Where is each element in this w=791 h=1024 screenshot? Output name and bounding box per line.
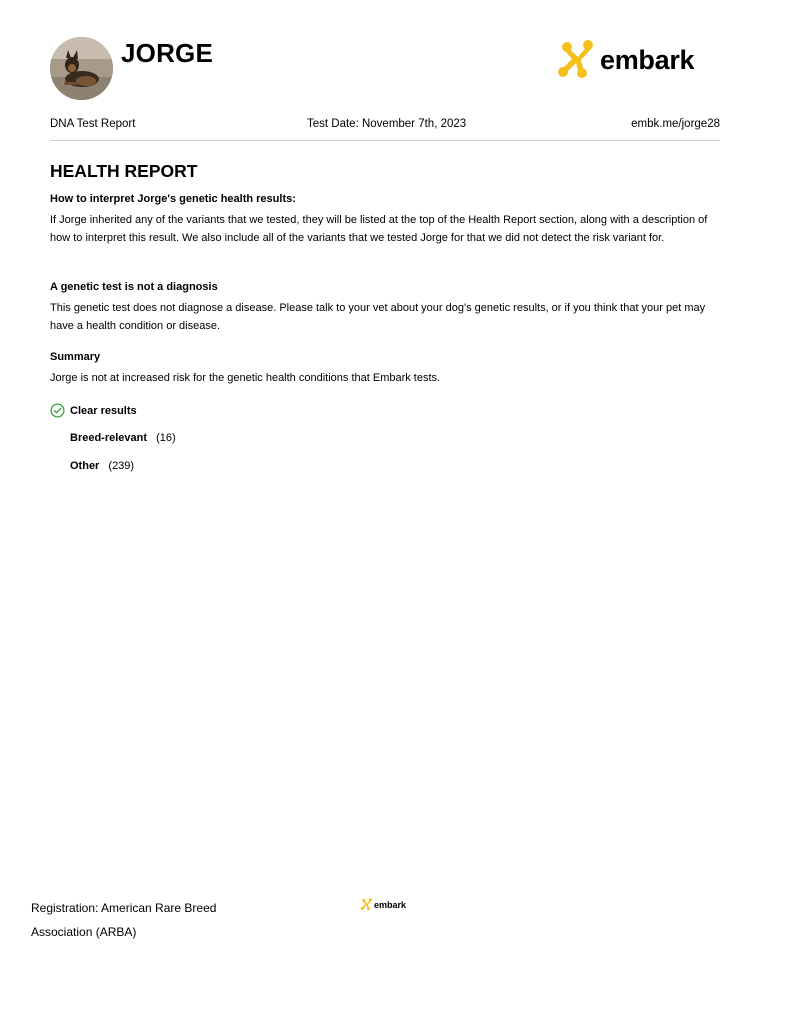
embark-wordmark: embark xyxy=(600,44,695,75)
dog-avatar xyxy=(50,37,113,100)
clear-results-label: Clear results xyxy=(70,404,137,417)
diagnosis-body: This genetic test does not diagnose a disease. Please talk to your vet about your dog's genetic results, or if you think that your pet may have a health condition or disease. xyxy=(50,302,706,332)
interpret-section xyxy=(50,193,730,247)
report-type: DNA Test Report xyxy=(50,118,136,130)
footer-embark-logo xyxy=(361,898,406,911)
diagnosis-heading: A genetic test is not a diagnosis xyxy=(50,281,218,293)
header-divider xyxy=(50,140,720,141)
clear-results-row xyxy=(50,403,137,418)
summary-section xyxy=(50,351,730,387)
diagnosis-section xyxy=(50,281,730,335)
category-count: (239) xyxy=(108,460,135,472)
summary-heading: Summary xyxy=(50,351,101,363)
report-meta-row xyxy=(50,118,720,134)
summary-body: Jorge is not at increased risk for the genetic health conditions that Embark tests. xyxy=(50,372,441,384)
embark-logo-icon xyxy=(361,898,374,911)
profile-link[interactable]: embk.me/jorge28 xyxy=(631,118,720,130)
interpret-heading: How to interpret Jorge's genetic health results: xyxy=(50,193,296,205)
check-circle-icon xyxy=(50,403,65,418)
category-name: Other xyxy=(70,460,100,472)
dog-name-heading: JORGE xyxy=(121,38,214,68)
health-report-title: HEALTH REPORT xyxy=(50,161,198,181)
test-date: Test Date: November 7th, 2023 xyxy=(307,118,467,130)
embark-logo-icon xyxy=(558,40,600,80)
other-row[interactable] xyxy=(70,460,134,472)
footer-embark-wordmark: embark xyxy=(374,899,407,910)
category-name: Breed-relevant xyxy=(70,432,148,444)
breed-relevant-row[interactable] xyxy=(70,432,176,444)
interpret-body: If Jorge inherited any of the variants that we tested, they will be listed at the top of the Health Report section, along with a description of how to interpret this result. We also include all of the variants that we tested Jorge for that we did not detect the risk variant for. xyxy=(50,214,708,244)
embark-logo xyxy=(558,40,694,80)
registration-text: Registration: American Rare Breed Association (ARBA) xyxy=(31,901,217,939)
category-count: (16) xyxy=(156,432,176,444)
